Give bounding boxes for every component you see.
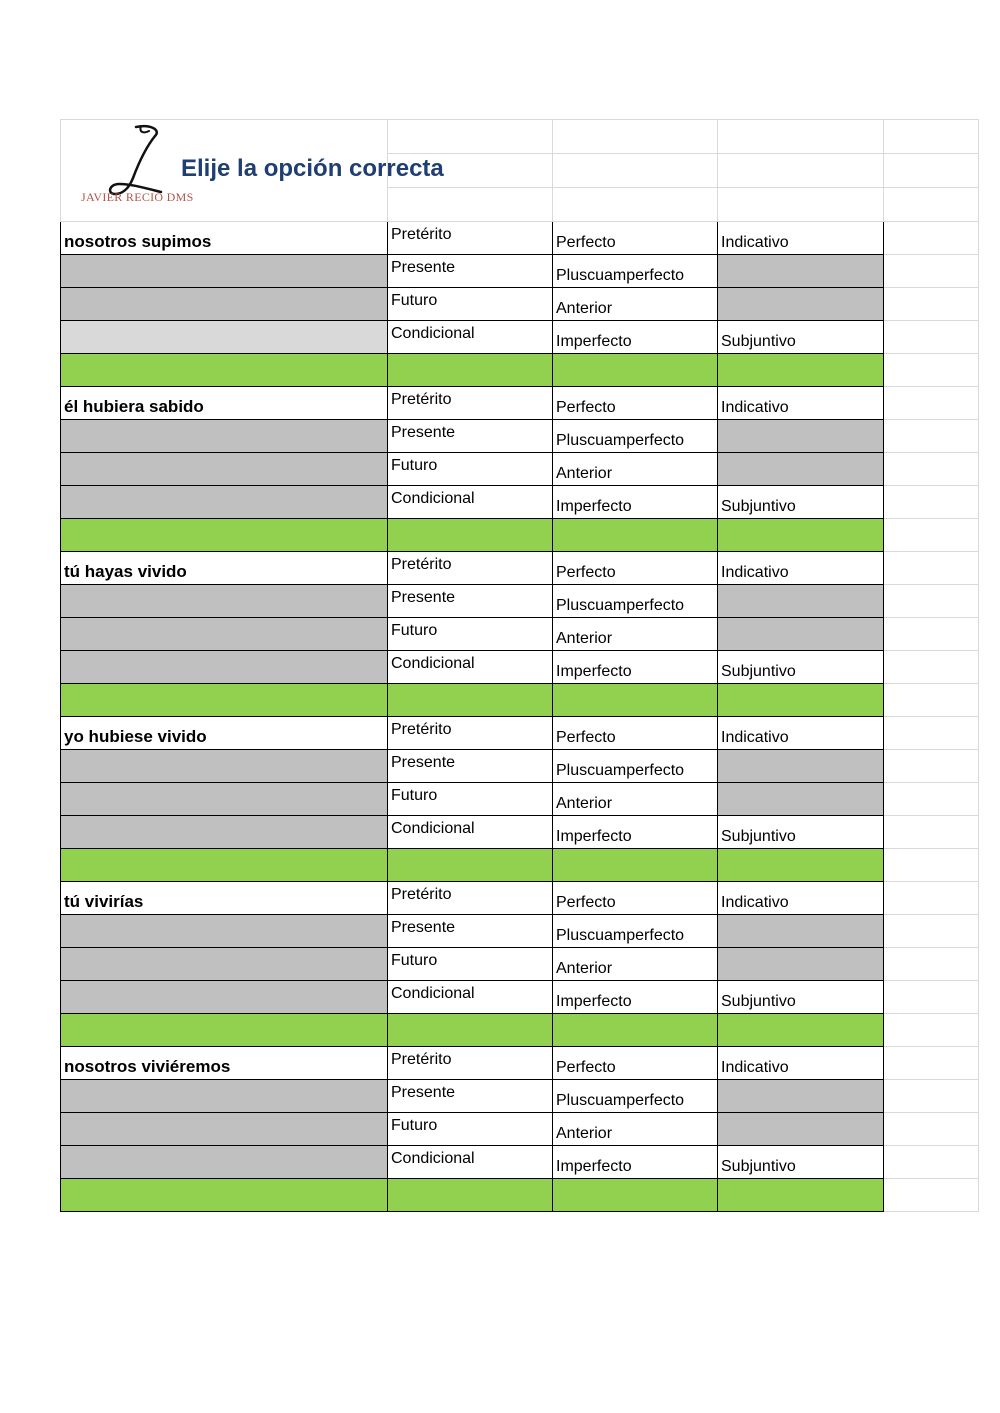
verb-form: él hubiera sabido xyxy=(61,387,388,420)
question-row xyxy=(61,387,979,420)
empty-cell xyxy=(884,618,979,651)
answer-drop-cell[interactable] xyxy=(718,255,884,288)
tense-option[interactable]: Pretérito xyxy=(388,552,553,585)
result-cell xyxy=(388,1179,553,1212)
empty-cell xyxy=(884,321,979,354)
verb-form: nosotros supimos xyxy=(61,222,388,255)
empty-cell xyxy=(718,154,884,188)
empty-cell xyxy=(884,255,979,288)
empty-cell xyxy=(884,882,979,915)
answer-drop-cell[interactable] xyxy=(61,1146,388,1179)
tense-option[interactable]: Futuro xyxy=(388,618,553,651)
empty-cell xyxy=(884,222,979,255)
tense-option[interactable]: Condicional xyxy=(388,981,553,1014)
aspect-option[interactable]: Pluscuamperfecto xyxy=(553,255,718,288)
result-cell xyxy=(718,1014,884,1047)
result-cell xyxy=(61,684,388,717)
result-cell xyxy=(388,354,553,387)
empty-cell xyxy=(884,750,979,783)
mood-option[interactable]: Subjuntivo xyxy=(718,981,884,1014)
answer-drop-cell[interactable] xyxy=(718,750,884,783)
empty-cell xyxy=(884,915,979,948)
empty-cell xyxy=(884,717,979,750)
tense-option[interactable]: Condicional xyxy=(388,1146,553,1179)
tense-option[interactable]: Pretérito xyxy=(388,387,553,420)
tense-option[interactable]: Pretérito xyxy=(388,717,553,750)
empty-cell xyxy=(884,1179,979,1212)
answer-result-row xyxy=(61,519,979,552)
answer-drop-cell[interactable] xyxy=(61,948,388,981)
question-row xyxy=(61,717,979,750)
answer-drop-cell[interactable] xyxy=(61,255,388,288)
aspect-option[interactable]: Perfecto xyxy=(553,717,718,750)
result-cell xyxy=(61,519,388,552)
answer-input-row xyxy=(61,1113,979,1146)
result-cell xyxy=(388,849,553,882)
tense-option[interactable]: Presente xyxy=(388,750,553,783)
tense-option[interactable]: Futuro xyxy=(388,1113,553,1146)
empty-cell xyxy=(884,1113,979,1146)
mood-option[interactable]: Subjuntivo xyxy=(718,321,884,354)
answer-input-row xyxy=(61,651,979,684)
answer-drop-cell[interactable] xyxy=(718,288,884,321)
answer-result-row xyxy=(61,354,979,387)
aspect-option[interactable]: Perfecto xyxy=(553,882,718,915)
tense-option[interactable]: Condicional xyxy=(388,651,553,684)
result-cell xyxy=(718,684,884,717)
aspect-option[interactable]: Imperfecto xyxy=(553,981,718,1014)
tense-option[interactable]: Presente xyxy=(388,1080,553,1113)
result-cell xyxy=(553,1014,718,1047)
exercise-table xyxy=(60,119,979,1212)
empty-cell xyxy=(884,1146,979,1179)
empty-cell xyxy=(884,1047,979,1080)
answer-input-row xyxy=(61,816,979,849)
aspect-option[interactable]: Anterior xyxy=(553,783,718,816)
result-cell xyxy=(553,1179,718,1212)
empty-cell xyxy=(884,1080,979,1113)
empty-cell xyxy=(884,486,979,519)
aspect-option[interactable]: Anterior xyxy=(553,1113,718,1146)
result-cell xyxy=(718,354,884,387)
answer-drop-cell[interactable] xyxy=(61,420,388,453)
empty-cell xyxy=(553,188,718,222)
empty-cell xyxy=(884,552,979,585)
empty-cell xyxy=(884,120,979,154)
answer-result-row xyxy=(61,684,979,717)
mood-option[interactable]: Indicativo xyxy=(718,387,884,420)
result-cell xyxy=(718,849,884,882)
answer-drop-cell[interactable] xyxy=(61,288,388,321)
answer-input-row xyxy=(61,948,979,981)
mood-option[interactable]: Indicativo xyxy=(718,552,884,585)
verb-form: nosotros viviéremos xyxy=(61,1047,388,1080)
mood-option[interactable]: Indicativo xyxy=(718,222,884,255)
empty-cell xyxy=(884,981,979,1014)
answer-drop-cell[interactable] xyxy=(718,453,884,486)
worksheet xyxy=(60,119,979,1212)
answer-drop-cell[interactable] xyxy=(61,915,388,948)
answer-drop-cell[interactable] xyxy=(718,585,884,618)
answer-result-row xyxy=(61,849,979,882)
empty-cell xyxy=(553,154,718,188)
answer-drop-cell[interactable] xyxy=(61,651,388,684)
empty-cell xyxy=(884,684,979,717)
empty-cell xyxy=(553,120,718,154)
answer-drop-cell[interactable] xyxy=(718,948,884,981)
verb-form: tú hayas vivido xyxy=(61,552,388,585)
answer-result-row xyxy=(61,1014,979,1047)
aspect-option[interactable]: Pluscuamperfecto xyxy=(553,585,718,618)
result-cell xyxy=(388,684,553,717)
empty-cell xyxy=(884,387,979,420)
question-row xyxy=(61,882,979,915)
result-cell xyxy=(388,519,553,552)
result-cell xyxy=(553,684,718,717)
answer-drop-cell[interactable] xyxy=(61,1080,388,1113)
answer-input-row xyxy=(61,288,979,321)
tense-option[interactable]: Condicional xyxy=(388,321,553,354)
result-cell xyxy=(553,849,718,882)
answer-drop-cell[interactable] xyxy=(718,915,884,948)
header-row xyxy=(61,120,979,154)
tense-option[interactable]: Condicional xyxy=(388,816,553,849)
answer-input-row xyxy=(61,981,979,1014)
answer-drop-cell[interactable] xyxy=(61,783,388,816)
mood-option[interactable]: Subjuntivo xyxy=(718,1146,884,1179)
empty-cell xyxy=(884,585,979,618)
tense-option[interactable]: Pretérito xyxy=(388,1047,553,1080)
mood-option[interactable]: Indicativo xyxy=(718,717,884,750)
answer-input-row xyxy=(61,750,979,783)
logo-name: JAVIER RECIO DMS xyxy=(81,190,194,204)
mood-option[interactable]: Subjuntivo xyxy=(718,651,884,684)
answer-drop-cell[interactable] xyxy=(61,1113,388,1146)
result-cell xyxy=(61,1179,388,1212)
answer-drop-cell[interactable] xyxy=(718,1080,884,1113)
answer-input-row xyxy=(61,486,979,519)
empty-cell xyxy=(884,453,979,486)
tense-option[interactable]: Presente xyxy=(388,915,553,948)
answer-drop-cell[interactable] xyxy=(61,750,388,783)
mood-option[interactable]: Subjuntivo xyxy=(718,486,884,519)
empty-cell xyxy=(884,1014,979,1047)
empty-cell xyxy=(388,120,553,154)
empty-cell xyxy=(884,816,979,849)
empty-cell xyxy=(884,288,979,321)
answer-drop-cell[interactable] xyxy=(718,618,884,651)
aspect-option[interactable]: Imperfecto xyxy=(553,1146,718,1179)
empty-cell xyxy=(884,948,979,981)
empty-cell xyxy=(884,154,979,188)
aspect-option[interactable]: Imperfecto xyxy=(553,486,718,519)
aspect-option[interactable]: Perfecto xyxy=(553,387,718,420)
answer-input-row xyxy=(61,255,979,288)
question-row xyxy=(61,552,979,585)
answer-input-row xyxy=(61,618,979,651)
tense-option[interactable]: Futuro xyxy=(388,453,553,486)
aspect-option[interactable]: Pluscuamperfecto xyxy=(553,1080,718,1113)
answer-drop-cell[interactable] xyxy=(718,1113,884,1146)
tense-option[interactable]: Pretérito xyxy=(388,222,553,255)
tense-option[interactable]: Presente xyxy=(388,420,553,453)
tense-option[interactable]: Futuro xyxy=(388,948,553,981)
aspect-option[interactable]: Anterior xyxy=(553,948,718,981)
empty-cell xyxy=(884,783,979,816)
empty-cell xyxy=(718,120,884,154)
answer-input-row xyxy=(61,915,979,948)
answer-drop-cell[interactable] xyxy=(61,486,388,519)
answer-drop-cell[interactable] xyxy=(61,618,388,651)
aspect-option[interactable]: Pluscuamperfecto xyxy=(553,750,718,783)
result-cell xyxy=(61,849,388,882)
answer-drop-cell[interactable] xyxy=(718,783,884,816)
aspect-option[interactable]: Perfecto xyxy=(553,1047,718,1080)
result-cell xyxy=(553,354,718,387)
aspect-option[interactable]: Anterior xyxy=(553,288,718,321)
verb-form: yo hubiese vivido xyxy=(61,717,388,750)
answer-drop-cell[interactable] xyxy=(61,981,388,1014)
question-row xyxy=(61,1047,979,1080)
answer-drop-cell[interactable] xyxy=(61,816,388,849)
verb-form: tú vivirías xyxy=(61,882,388,915)
mood-option[interactable]: Indicativo xyxy=(718,882,884,915)
question-row xyxy=(61,222,979,255)
mood-option[interactable]: Subjuntivo xyxy=(718,816,884,849)
answer-drop-cell[interactable] xyxy=(61,321,388,354)
empty-cell xyxy=(884,849,979,882)
aspect-option[interactable]: Pluscuamperfecto xyxy=(553,915,718,948)
answer-input-row xyxy=(61,420,979,453)
empty-cell xyxy=(388,188,553,222)
answer-input-row xyxy=(61,1080,979,1113)
result-cell xyxy=(553,519,718,552)
empty-cell xyxy=(884,354,979,387)
result-cell xyxy=(61,1014,388,1047)
empty-cell xyxy=(884,651,979,684)
aspect-option[interactable]: Pluscuamperfecto xyxy=(553,420,718,453)
empty-cell xyxy=(884,188,979,222)
empty-cell xyxy=(718,188,884,222)
aspect-option[interactable]: Perfecto xyxy=(553,222,718,255)
answer-drop-cell[interactable] xyxy=(61,453,388,486)
aspect-option[interactable]: Anterior xyxy=(553,453,718,486)
header-cell xyxy=(61,120,444,222)
tense-option[interactable]: Futuro xyxy=(388,783,553,816)
answer-input-row xyxy=(61,585,979,618)
mood-option[interactable]: Indicativo xyxy=(718,1047,884,1080)
result-cell xyxy=(388,1014,553,1047)
tense-option[interactable]: Pretérito xyxy=(388,882,553,915)
tense-option[interactable]: Presente xyxy=(388,255,553,288)
answer-drop-cell[interactable] xyxy=(61,585,388,618)
result-cell xyxy=(61,354,388,387)
aspect-option[interactable]: Imperfecto xyxy=(553,651,718,684)
aspect-option[interactable]: Imperfecto xyxy=(553,321,718,354)
result-cell xyxy=(718,1179,884,1212)
tense-option[interactable]: Condicional xyxy=(388,486,553,519)
answer-input-row xyxy=(61,1146,979,1179)
answer-input-row xyxy=(61,453,979,486)
tense-option[interactable]: Futuro xyxy=(388,288,553,321)
answer-drop-cell[interactable] xyxy=(718,420,884,453)
answer-result-row xyxy=(61,1179,979,1212)
answer-input-row xyxy=(61,321,979,354)
tense-option[interactable]: Presente xyxy=(388,585,553,618)
empty-cell xyxy=(884,519,979,552)
result-cell xyxy=(718,519,884,552)
aspect-option[interactable]: Anterior xyxy=(553,618,718,651)
answer-input-row xyxy=(61,783,979,816)
page-title: Elije la opción correcta xyxy=(181,155,444,182)
aspect-option[interactable]: Perfecto xyxy=(553,552,718,585)
aspect-option[interactable]: Imperfecto xyxy=(553,816,718,849)
empty-cell xyxy=(884,420,979,453)
